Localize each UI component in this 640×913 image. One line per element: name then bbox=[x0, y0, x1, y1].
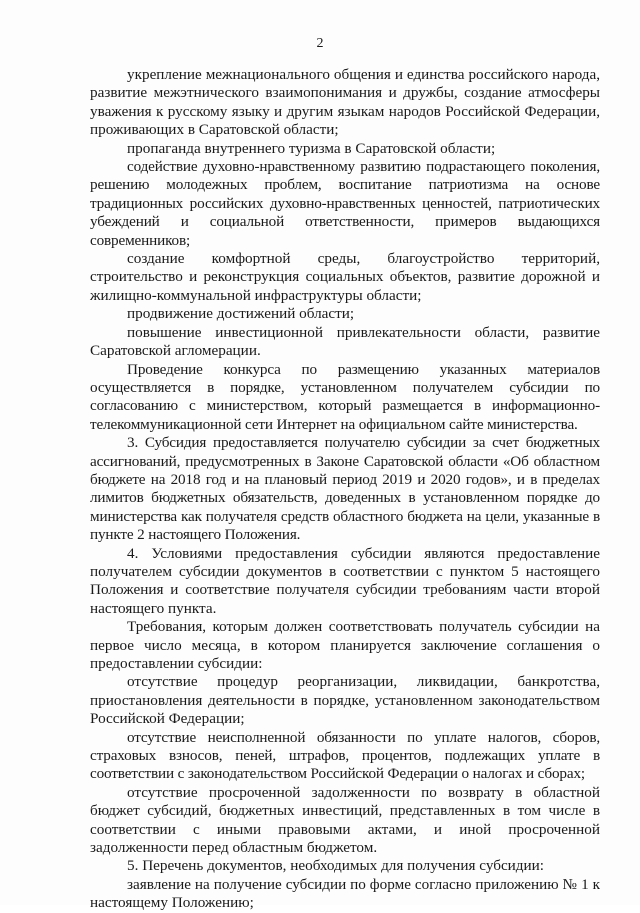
paragraph-spiritual-development: содействие духовно-нравственному развитию подрастающего поколения, решению молодежных проблем, воспитание патриотизма на основе традиционных российских духовно-нравственных ценностей, патриотических убеждений и социальной ответственности, примеров выдающихся современников; bbox=[90, 158, 600, 249]
paragraph-application: заявление на получение субсидии по форме согласно приложению № 1 к настоящему Положению; bbox=[90, 875, 600, 912]
paragraph-tourism: пропаганда внутреннего туризма в Саратовской области; bbox=[127, 139, 496, 157]
paragraph-contest: Проведение конкурса по размещению указанных материалов осуществляется в порядке, установленном получателем субсидии по согласованию с министерством, который размещается в информационно-телекоммуникационной сети Интернет на официальном сайте министерства. bbox=[90, 360, 600, 433]
paragraph-achievements: продвижение достижений области; bbox=[127, 305, 355, 323]
paragraph-item-4: 4. Условиями предоставления субсидии являются предоставление получателем субсидии документов в соответствии с пунктом 5 настоящего Положения и соответствие получателя субсидии требованиям части второй настоящего пункта. bbox=[90, 544, 600, 617]
paragraph-item-5: 5. Перечень документов, необходимых для получения субсидии: bbox=[127, 857, 545, 875]
paragraph-interethnic: укрепление межнационального общения и единства российского народа, развитие межэтнического взаимопонимания и дружбы, создание атмосферы уважения к русскому языку и другим языкам народов Российской Федерации, проживающих в Саратовской области; bbox=[90, 66, 600, 139]
paragraph-comfortable-environment: создание комфортной среды, благоустройство территорий, строительство и реконструкция социальных объектов, развитие дорожной и жилищно-коммунальной инфраструктуры области; bbox=[90, 250, 600, 304]
document-body bbox=[90, 66, 600, 913]
paragraph-no-reorganization: отсутствие процедур реорганизации, ликвидации, банкротства, приостановления деятельности в порядке, установленном законодательством Российской Федерации; bbox=[90, 673, 600, 728]
paragraph-item-3: 3. Субсидия предоставляется получателю субсидии за счет бюджетных ассигнований, предусмотренных в Законе Саратовской области «Об областном бюджете на 2018 год и на плановый период 2019 и 2020 годов», и в пределах лимитов бюджетных обязательств, доведенных в установленном порядке до министерства как получателя средств областного бюджета на цели, указанные в пункте 2 настоящего Положения. bbox=[90, 434, 600, 544]
paragraph-investment: повышение инвестиционной привлекательности области, развитие Саратовской агломерации. bbox=[90, 323, 600, 360]
paragraph-no-overdue-debt: отсутствие просроченной задолженности по возврату в областной бюджет субсидий, бюджетных инвестиций, представленных в том числе в соответствии с иными правовыми актами, и иной просроченной задолженности перед областным бюджетом. bbox=[90, 783, 600, 857]
paragraph-requirements: Требования, которым должен соответствовать получатель субсидии на первое число месяца, в котором планируется заключение соглашения о предоставлении субсидии: bbox=[90, 618, 600, 672]
paragraph-no-tax-debt: отсутствие неисполненной обязанности по уплате налогов, сборов, страховых взносов, пеней, штрафов, процентов, подлежащих уплате в соответствии с законодательством Российской Федерации о налогах и сборах; bbox=[90, 728, 600, 783]
page-number: 2 bbox=[316, 36, 324, 51]
